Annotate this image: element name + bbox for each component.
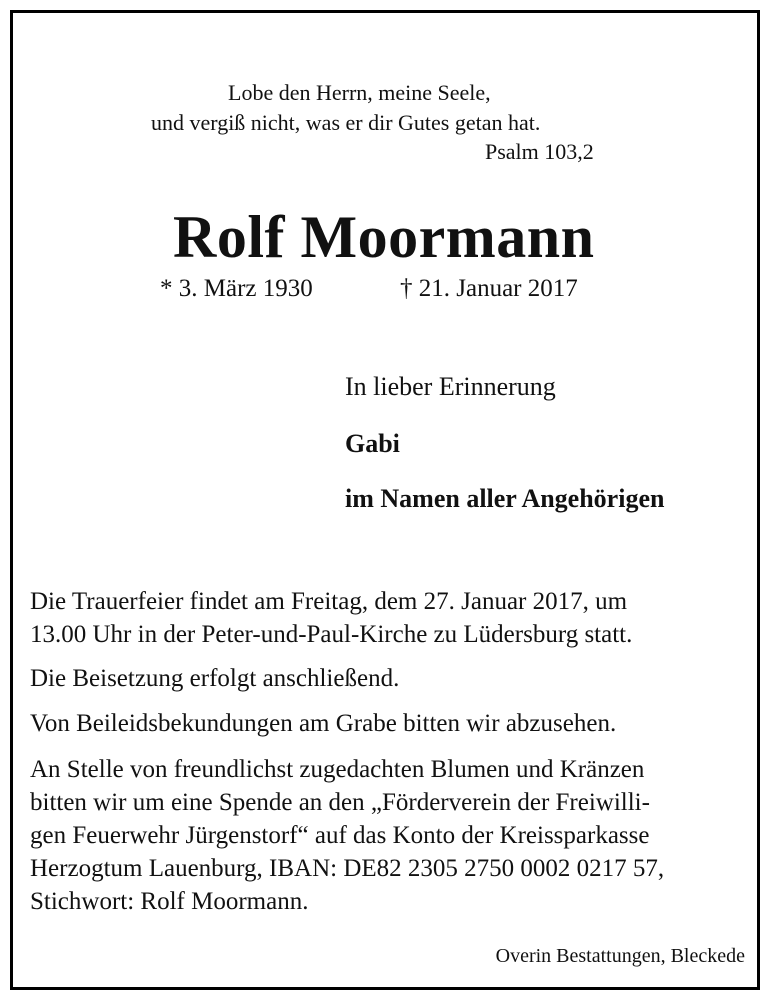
donation-line-2: bitten wir um eine Spende an den „Förderverein der Freiwilli- — [30, 789, 650, 816]
donation-line-4: Herzogtum Lauenburg, IBAN: DE82 2305 2750 0002 0217 57, — [30, 855, 665, 882]
signature-family: im Namen aller Angehörigen — [345, 484, 665, 513]
donation-line-1: An Stelle von freundlichst zugedachten Blumen und Kränzen — [30, 756, 645, 783]
ceremony-line-1: Die Trauerfeier findet am Freitag, dem 27. Januar 2017, um — [30, 588, 628, 615]
signature-name: Gabi — [345, 429, 400, 458]
donation-line-3: gen Feuerwehr Jürgenstorf“ auf das Konto der Kreissparkasse — [30, 822, 650, 849]
condolences-text: Von Beileidsbekundungen am Grabe bitten wir abzusehen. — [30, 710, 617, 737]
deceased-name: Rolf Moormann — [173, 204, 595, 270]
death-date: † 21. Januar 2017 — [400, 275, 578, 302]
verse-line-2: und vergiß nicht, was er dir Gutes getan hat. — [151, 110, 541, 135]
donation-line-5: Stichwort: Rolf Moormann. — [30, 888, 309, 915]
verse-reference: Psalm 103,2 — [485, 139, 594, 164]
burial-text: Die Beisetzung erfolgt anschließend. — [30, 665, 400, 692]
birth-date: * 3. März 1930 — [160, 275, 313, 302]
funeral-home: Overin Bestattungen, Bleckede — [495, 945, 745, 967]
obituary-frame — [10, 10, 760, 990]
ceremony-line-2: 13.00 Uhr in der Peter-und-Paul-Kirche zu Lüdersburg statt. — [30, 621, 633, 648]
verse-line-1: Lobe den Herrn, meine Seele, — [228, 80, 491, 105]
signature-intro: In lieber Erinnerung — [345, 372, 556, 401]
